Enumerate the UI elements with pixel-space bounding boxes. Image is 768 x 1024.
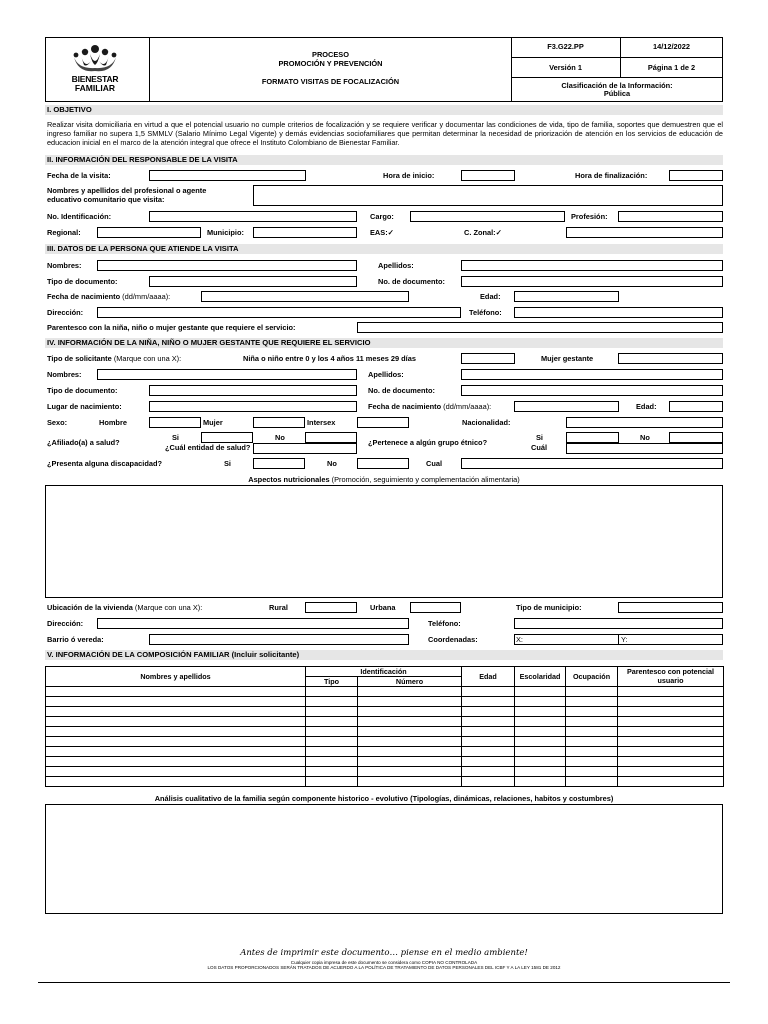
n-tipo-doc-field[interactable] [149,385,357,396]
p-direccion-label: Dirección: [47,308,84,317]
classification-value: Pública [603,89,631,98]
analisis-label: Análisis cualitativo de la familia según componente historico - evolutivo (Tipologías, dinámicas, relaciones, habitos y costumbres) [154,794,614,803]
p-direccion-field[interactable] [97,307,461,318]
etnico-no-label: No [640,433,650,442]
table-cell[interactable] [618,767,724,777]
n-edad-field[interactable] [669,401,723,412]
cargo-field[interactable] [410,211,565,222]
czonal-field[interactable] [566,227,723,238]
table-row [46,727,724,737]
n-no-doc-label: No. de documento: [368,386,435,395]
table-cell[interactable] [618,757,724,767]
table-row [46,687,724,697]
coordenadas-label: Coordenadas: [428,635,478,644]
etnico-no-box[interactable] [669,432,723,443]
table-cell[interactable] [306,697,358,707]
nino-option-box[interactable] [461,353,515,364]
footer-rule [38,982,730,983]
p-edad-field[interactable] [514,291,619,302]
table-cell[interactable] [46,767,306,777]
section-responsable-title: II. INFORMACIÓN DEL RESPONSABLE DE LA VISITA [45,155,723,165]
sexo-label: Sexo: [47,418,68,427]
table-cell[interactable] [566,697,618,707]
p-edad-label: Edad: [480,292,501,301]
table-cell[interactable] [515,727,566,737]
mujer-box[interactable] [253,417,305,428]
n-no-doc-field[interactable] [461,385,723,396]
gestante-option-box[interactable] [618,353,723,364]
municipio-field[interactable] [253,227,357,238]
n-fecha-nac-label: Fecha de nacimiento (dd/mm/aaaa): [368,402,492,411]
discapacidad-label: ¿Presenta alguna discapacidad? [47,459,163,468]
v-direccion-label: Dirección: [47,619,84,628]
coord-x-field[interactable] [514,634,619,645]
hombre-box[interactable] [149,417,201,428]
gestante-option-label: Mujer gestante [541,354,594,363]
coord-y-label: Y: [621,635,628,644]
col-numero: Número [358,677,462,687]
p-fecha-nac-field[interactable] [201,291,409,302]
mujer-label: Mujer [203,418,223,427]
analisis-field[interactable] [45,804,723,914]
table-cell[interactable] [358,727,462,737]
p-nombres-label: Nombres: [47,261,82,270]
p-telefono-field[interactable] [514,307,723,318]
document-page: Página 1 de 2 [647,63,696,72]
table-cell[interactable] [515,697,566,707]
col-identificacion: Identificación [306,667,462,677]
table-cell[interactable] [462,727,515,737]
profesional-label-1: Nombres y apellidos del profesional o agente [47,186,207,195]
table-cell[interactable] [515,687,566,697]
no-identificacion-field[interactable] [149,211,357,222]
n-tipo-doc-label: Tipo de documento: [47,386,118,395]
table-cell[interactable] [46,777,306,787]
v-direccion-field[interactable] [97,618,409,629]
discapacidad-no-box[interactable] [357,458,409,469]
etnico-cual-label: Cuál [531,443,548,452]
document-date: 14/12/2022 [653,42,690,51]
section-persona-title: III. DATOS DE LA PERSONA QUE ATIENDE LA VISITA [45,244,723,254]
discapacidad-cual-field[interactable] [461,458,723,469]
table-cell[interactable] [515,717,566,727]
n-apellidos-field[interactable] [461,369,723,380]
rural-box[interactable] [305,602,357,613]
logo-text-top: BIENESTAR [71,74,119,84]
profesion-field[interactable] [618,211,723,222]
table-cell[interactable] [306,737,358,747]
table-cell[interactable] [515,707,566,717]
table-cell[interactable] [566,687,618,697]
table-cell[interactable] [566,767,618,777]
section-objetivo-title: I. OBJETIVO [45,105,723,115]
barrio-label: Barrio ó vereda: [47,635,104,644]
table-cell[interactable] [618,717,724,727]
table-row [46,767,724,777]
table-cell[interactable] [46,727,306,737]
table-cell[interactable] [358,707,462,717]
table-cell[interactable] [358,717,462,727]
table-cell[interactable] [306,687,358,697]
table-cell[interactable] [46,747,306,757]
fecha-visita-label: Fecha de la visita: [47,171,111,180]
table-row [46,757,724,767]
p-apellidos-label: Apellidos: [378,261,414,270]
profesion-label: Profesión: [571,212,608,221]
process-name: PROMOCIÓN Y PREVENCIÓN [278,59,383,68]
table-cell[interactable] [566,747,618,757]
table-cell[interactable] [306,707,358,717]
family-logo-icon [60,43,130,75]
table-cell[interactable] [306,727,358,737]
section-composicion-title: V. INFORMACIÓN DE LA COMPOSICIÓN FAMILIAR (Incluir solicitante) [45,650,723,660]
format-title: FORMATO VISITAS DE FOCALIZACIÓN [261,77,400,86]
etnico-cual-field[interactable] [566,443,723,454]
discapacidad-si-box[interactable] [253,458,305,469]
coord-y-field[interactable] [618,634,723,645]
table-cell[interactable] [358,757,462,767]
fecha-visita-field[interactable] [149,170,306,181]
table-cell[interactable] [462,757,515,767]
hombre-label: Hombre [99,418,127,427]
p-parentesco-field[interactable] [357,322,723,333]
hora-inicio-field[interactable] [461,170,515,181]
table-cell[interactable] [46,687,306,697]
family-table [45,666,724,787]
table-row [46,737,724,747]
table-cell[interactable] [618,727,724,737]
nacionalidad-field[interactable] [566,417,723,428]
profesional-field[interactable] [253,185,723,206]
document-code: F3.G22.PP [547,42,584,51]
p-tipo-doc-field[interactable] [149,276,357,287]
tipo-solicitante-label: Tipo de solicitante (Marque con una X): [47,354,182,363]
icbf-logo [60,43,130,95]
table-cell[interactable] [515,777,566,787]
document-version: Versión 1 [549,63,582,72]
aspectos-nutricionales-field[interactable] [45,485,723,598]
table-cell[interactable] [515,767,566,777]
p-apellidos-field[interactable] [461,260,723,271]
table-row [46,777,724,787]
n-lugar-nac-label: Lugar de nacimiento: [47,402,122,411]
tipo-municipio-label: Tipo de municipio: [516,603,582,612]
table-cell[interactable] [46,697,306,707]
table-cell[interactable] [515,737,566,747]
table-cell[interactable] [358,737,462,747]
table-cell[interactable] [462,697,515,707]
col-tipo: Tipo [306,677,358,687]
no-identificacion-label: No. Identificación: [47,212,112,221]
intersex-label: Intersex [307,418,336,427]
table-cell[interactable] [358,697,462,707]
urbana-box[interactable] [410,602,461,613]
barrio-field[interactable] [149,634,409,645]
p-no-doc-field[interactable] [461,276,723,287]
objetivo-text: Realizar visita domiciliaria en virtud a que el potencial usuario no cumple criterios de focalización y se requiere verificar y documentar las condiciones de vida, tipo de familia, soportes que demuestren que el ingreso familiar no supera 1,5 SMMLV (Salario Mínimo Legal Vigente) y demás evidencias sociofamiliares que permitan determinar la necesidad de priorización de atención en los servicios de educación de educacion inicial en el marco de la atención integral que ofrece el Instituto Colombiano de Bienestar Familiar. [47,120,723,147]
classification-label: Clasificación de la Información: [561,81,673,90]
afiliado-label: ¿Afiliado(a) a salud? [47,438,120,447]
p-no-doc-label: No. de documento: [378,277,445,286]
n-fecha-nac-field[interactable] [514,401,619,412]
table-cell[interactable] [566,727,618,737]
footer-slogan: Antes de imprimir este documento… piense en el medio ambiente! [240,948,528,958]
table-cell[interactable] [306,747,358,757]
n-apellidos-label: Apellidos: [368,370,404,379]
afiliado-si-label: Si [172,433,179,442]
hora-fin-label: Hora de finalización: [575,171,648,180]
p-parentesco-label: Parentesco con la niña, niño o mujer gestante que requiere el servicio: [47,323,296,332]
family-table-body [46,687,724,787]
table-row [46,697,724,707]
aspectos-label: Aspectos nutricionales (Promoción, seguimiento y complementación alimentaria) [248,475,520,484]
v-telefono-label: Teléfono: [428,619,461,628]
p-fecha-nac-label: Fecha de nacimiento (dd/mm/aaaa): [47,292,171,301]
tipo-municipio-field[interactable] [618,602,723,613]
n-nombres-field[interactable] [97,369,357,380]
table-cell[interactable] [462,717,515,727]
table-cell[interactable] [358,687,462,697]
process-label: PROCESO [312,50,349,59]
hora-inicio-label: Hora de inicio: [383,171,435,180]
hora-fin-field[interactable] [669,170,723,181]
table-cell[interactable] [46,757,306,767]
col-parentesco: Parentesco con potencial usuario [618,667,724,687]
table-cell[interactable] [566,757,618,767]
table-cell[interactable] [46,717,306,727]
discapacidad-no-label: No [327,459,337,468]
table-cell[interactable] [618,707,724,717]
etnico-si-box[interactable] [566,432,619,443]
n-edad-label: Edad: [636,402,657,411]
table-cell[interactable] [358,767,462,777]
table-cell[interactable] [358,777,462,787]
table-row [46,747,724,757]
p-tipo-doc-label: Tipo de documento: [47,277,118,286]
nino-option-label: Niña o niño entre 0 y los 4 años 11 meses 29 días [243,354,416,363]
afiliado-no-box[interactable] [305,432,357,443]
table-cell[interactable] [358,747,462,757]
urbana-label: Urbana [370,603,396,612]
table-cell[interactable] [618,687,724,697]
section-nino-title: IV. INFORMACIÓN DE LA NIÑA, NIÑO O MUJER GESTANTE QUE REQUIERE EL SERVICIO [45,338,723,348]
table-cell[interactable] [462,767,515,777]
discapacidad-cual-label: Cual [426,459,443,468]
n-lugar-nac-field[interactable] [149,401,357,412]
czonal-label: C. Zonal:✓ [464,228,502,237]
table-cell[interactable] [46,707,306,717]
eas-label: EAS:✓ [370,228,394,237]
table-cell[interactable] [306,757,358,767]
nacionalidad-label: Nacionalidad: [462,418,511,427]
afiliado-no-label: No [275,433,285,442]
etnico-si-label: Si [536,433,543,442]
table-cell[interactable] [618,747,724,757]
col-edad: Edad [462,667,515,687]
entidad-salud-field[interactable] [253,443,357,454]
table-row [46,717,724,727]
rural-label: Rural [269,603,288,612]
p-nombres-field[interactable] [97,260,357,271]
logo-text-bottom: FAMILIAR [74,83,116,93]
profesional-label-2: educativo comunitario que visita: [47,195,165,204]
etnico-label: ¿Pertenece a algún grupo étnico? [368,438,488,447]
table-cell[interactable] [618,697,724,707]
table-cell[interactable] [566,737,618,747]
table-cell[interactable] [462,747,515,757]
col-ocupacion: Ocupación [566,667,618,687]
discapacidad-si-label: Si [224,459,231,468]
col-escolaridad: Escolaridad [515,667,566,687]
municipio-label: Municipio: [207,228,244,237]
col-nombres: Nombres y apellidos [46,667,306,687]
regional-label: Regional: [47,228,81,237]
n-nombres-label: Nombres: [47,370,82,379]
table-cell[interactable] [306,717,358,727]
cargo-label: Cargo: [370,212,394,221]
afiliado-si-box[interactable] [201,432,253,443]
v-telefono-field[interactable] [514,618,723,629]
table-cell[interactable] [462,707,515,717]
table-cell[interactable] [306,777,358,787]
footer-data-note: LOS DATOS PROPORCIONADOS SERÁN TRATADOS DE ACUERDO A LA POLÍTICA DE TRATAMIENTO DE DATOS PERSONALES DEL ICBF Y A LA LEY 1581 DE 2012 [207,965,561,970]
table-cell[interactable] [515,757,566,767]
table-cell[interactable] [566,717,618,727]
table-cell[interactable] [618,737,724,747]
table-row [46,707,724,717]
family-table-header [46,667,724,677]
table-cell[interactable] [566,777,618,787]
ubicacion-label: Ubicación de la vivienda (Marque con una X): [47,603,203,612]
entidad-salud-label: ¿Cuál entidad de salud? [165,443,251,452]
table-cell[interactable] [462,737,515,747]
table-cell[interactable] [515,747,566,757]
footer-copy-note: Cualquier copia impresa de este documento se considera como COPIA NO CONTROLADA [290,960,478,965]
p-telefono-label: Teléfono: [469,308,502,317]
table-cell[interactable] [566,707,618,717]
table-cell[interactable] [46,737,306,747]
table-cell[interactable] [462,687,515,697]
coord-x-label: X: [516,635,523,644]
regional-field[interactable] [97,227,201,238]
table-cell[interactable] [618,777,724,787]
table-cell[interactable] [462,777,515,787]
table-cell[interactable] [306,767,358,777]
intersex-box[interactable] [357,417,409,428]
